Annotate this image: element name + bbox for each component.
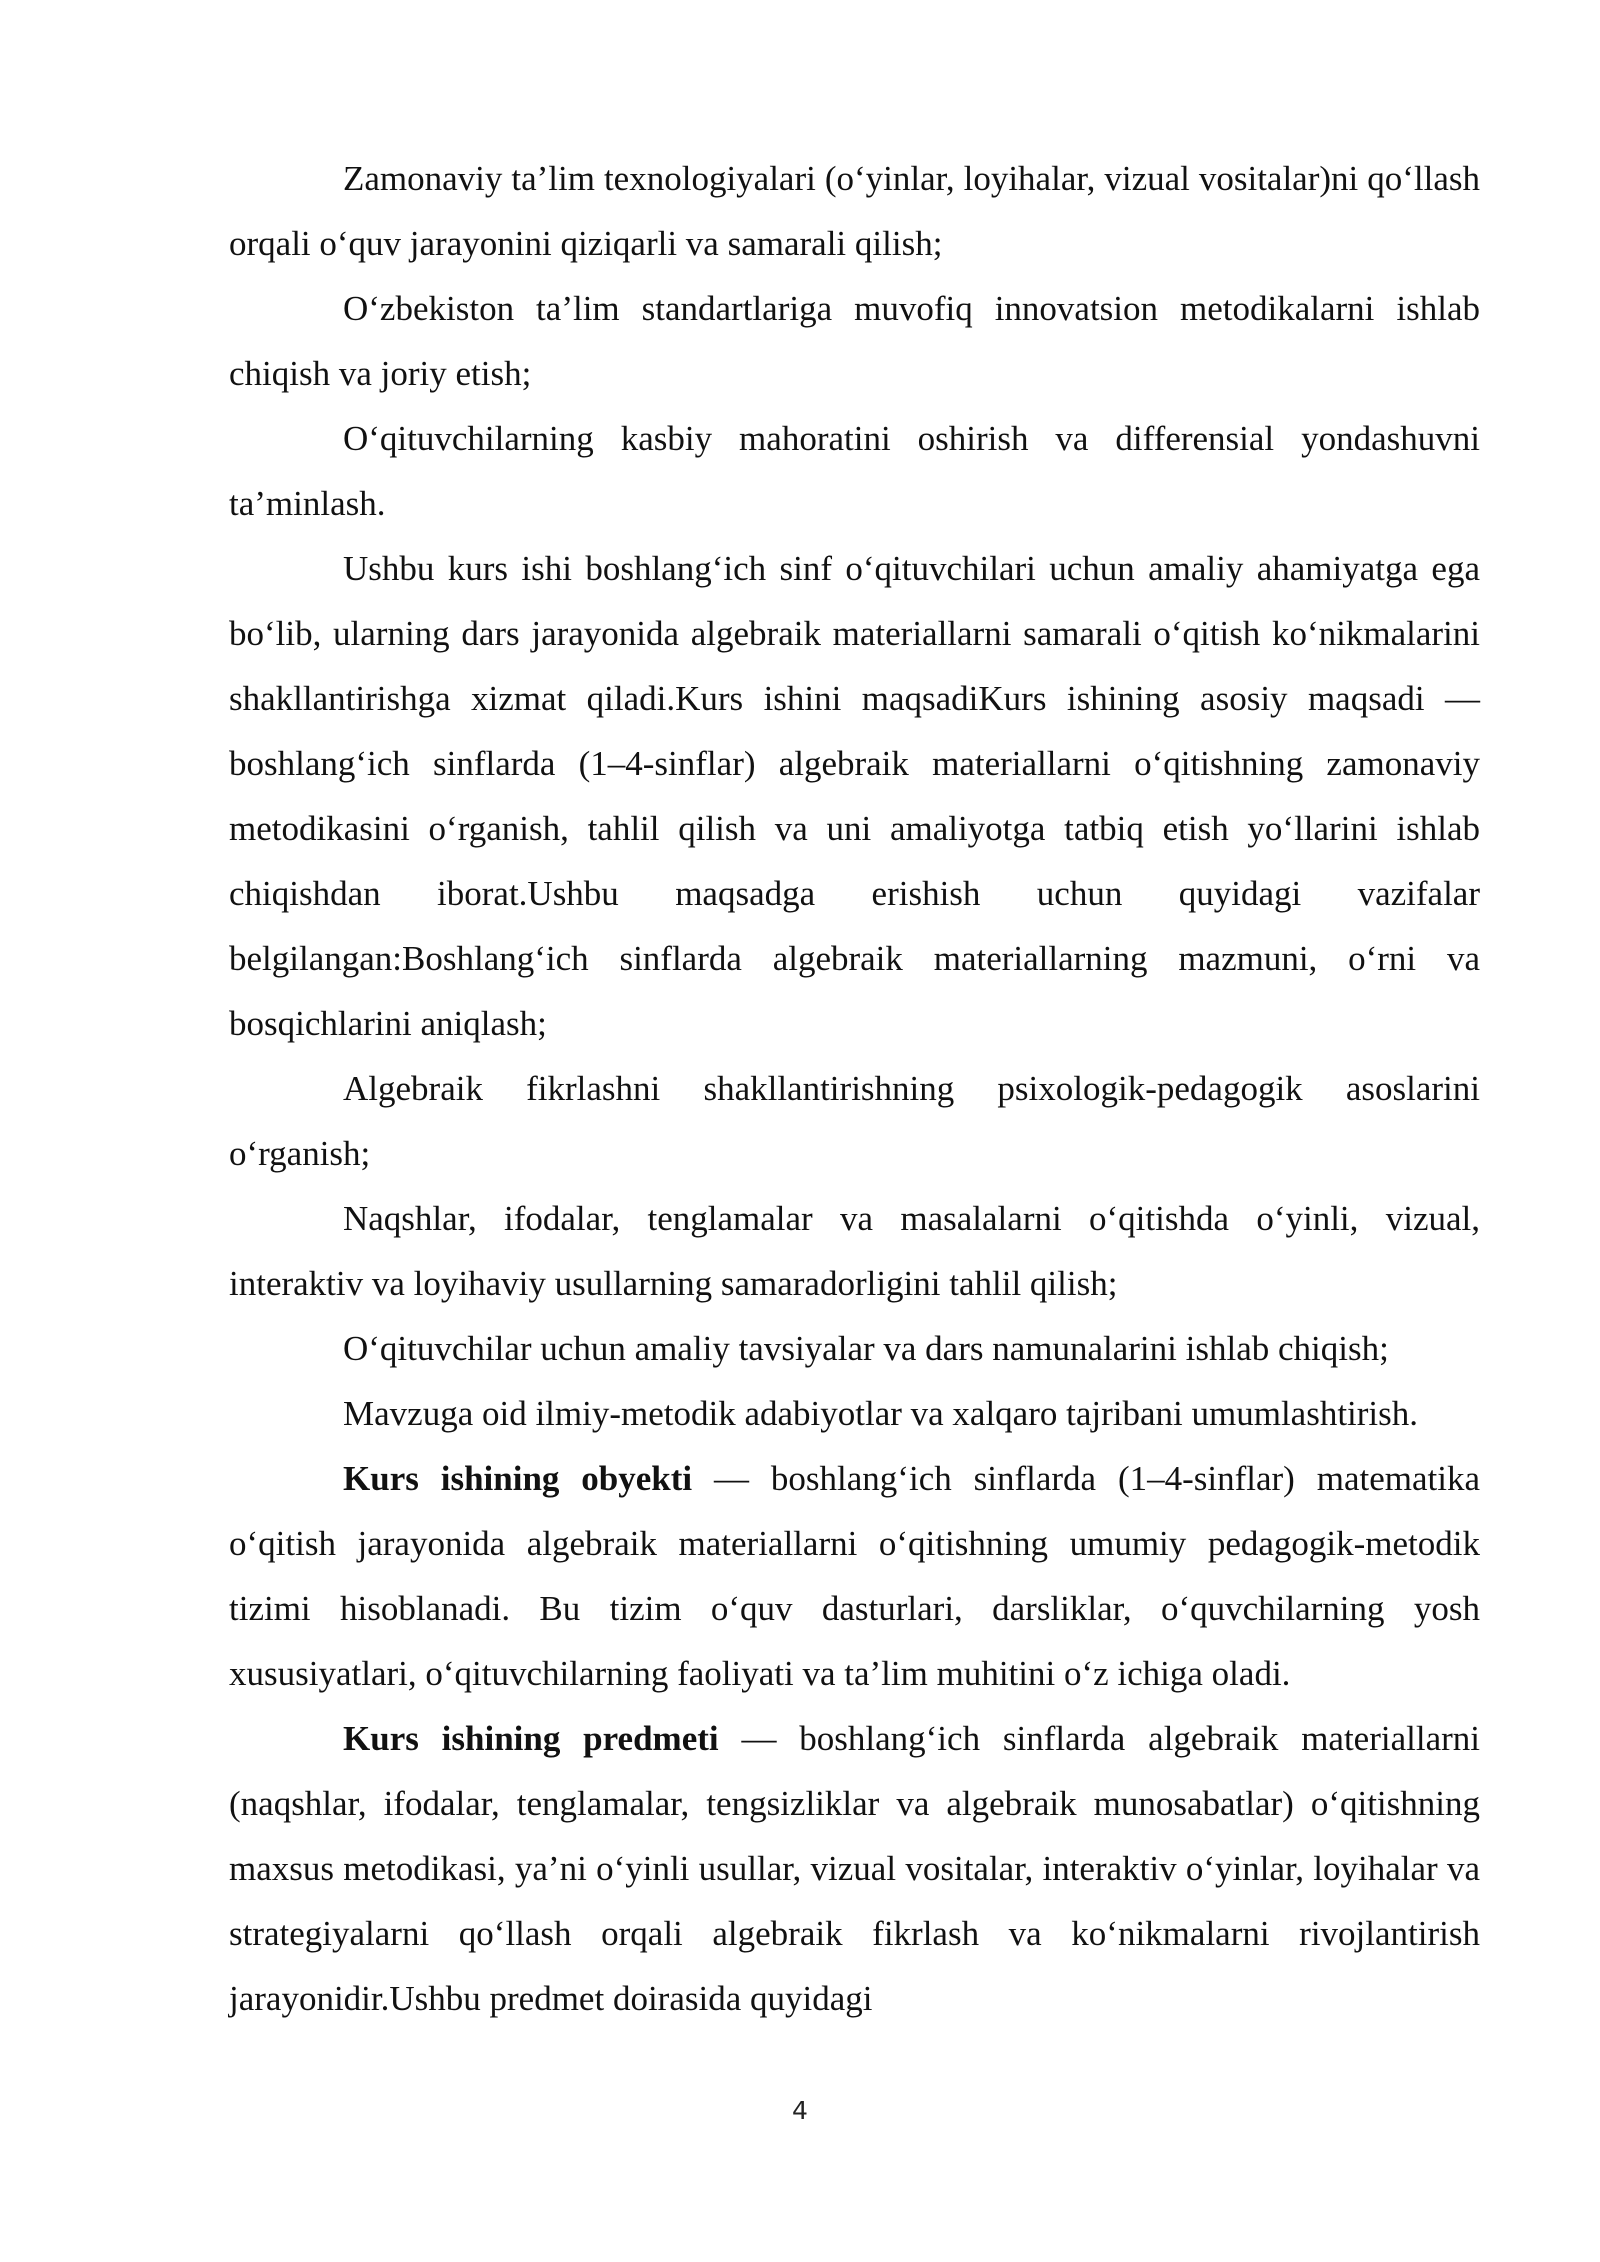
course-subject-text: — boshlang‘ich sinflarda algebraik materiallarni (naqshlar, ifodalar, tenglamalar, tengsizliklar va algebraik munosabatlar) o‘qitishning maxsus metodikasi, ya’ni o‘yinli usullar, vizual vositalar, interaktiv o‘yinlar, loyihalar va strategiyalarni qo‘llash orqali algebraik fikrlash va ko‘nikmalarni rivojlantirish jarayonidir.Ushbu predmet doirasida quyidagi (229, 1719, 1480, 2018)
course-object-heading: Kurs ishining obyekti (343, 1459, 693, 1498)
paragraph-course-object (229, 1446, 1480, 1706)
page-number: 4 (792, 2096, 808, 2125)
paragraph-recommendations: O‘qituvchilar uchun amaliy tavsiyalar va dars namunalarini ishlab chiqish; (343, 1329, 1389, 1368)
paragraph-literature: Mavzuga oid ilmiy-metodik adabiyotlar va xalqaro tajribani umumlashtirish. (343, 1394, 1419, 1433)
document-body (229, 146, 1480, 2031)
paragraph-course-goal: Ushbu kurs ishi boshlang‘ich sinf o‘qituvchilari uchun amaliy ahamiyatga ega bo‘lib, ularning dars jarayonida algebraik materiallarni samarali o‘qitish ko‘nikmalarini shakllantirishga xizmat qiladi.Kurs ishini maqsadiKurs ishining asosiy maqsadi — boshlang‘ich sinflarda (1–4-sinflar) algebraik materiallarni o‘qitishning zamonaviy metodikasini o‘rganish, tahlil qilish va uni amaliyotga tatbiq etish yo‘llarini ishlab chiqishdan iborat.Ushbu maqsadga erishish uchun quyidagi vazifalar belgilangan:Boshlang‘ich sinflarda algebraik materiallarning mazmuni, o‘rni va bosqichlarini aniqlash; (229, 549, 1480, 1043)
paragraph-psychological-basis: Algebraik fikrlashni shakllantirishning psixologik-pedagogik asoslarini o‘rganish; (229, 1069, 1480, 1173)
course-object-text: — boshlang‘ich sinflarda (1–4-sinflar) matematika o‘qitish jarayonida algebraik materiallarni o‘qitishning umumiy pedagogik-metodik tizimi hisoblanadi. Bu tizim o‘quv dasturlari, darsliklar, o‘quvchilarning yosh xususiyatlari, o‘qituvchilarning faoliyati va ta’lim muhitini o‘z ichiga oladi. (229, 1459, 1480, 1693)
paragraph-technologies: Zamonaviy ta’lim texnologiyalari (o‘yinlar, loyihalar, vizual vositalar)ni qo‘llash orqali o‘quv jarayonini qiziqarli va samarali qilish; (229, 159, 1480, 263)
paragraph-methods-analysis: Naqshlar, ifodalar, tenglamalar va masalalarni o‘qitishda o‘yinli, vizual, interaktiv va loyihaviy usullarning samaradorligini tahlil qilish; (229, 1199, 1480, 1303)
course-subject-heading: Kurs ishining predmeti (343, 1719, 719, 1758)
paragraph-teachers-skills: O‘qituvchilarning kasbiy mahoratini oshirish va differensial yondashuvni ta’minlash. (229, 419, 1480, 523)
paragraph-course-subject (229, 1706, 1480, 2031)
paragraph-standards: O‘zbekiston ta’lim standartlariga muvofiq innovatsion metodikalarni ishlab chiqish va joriy etish; (229, 289, 1480, 393)
